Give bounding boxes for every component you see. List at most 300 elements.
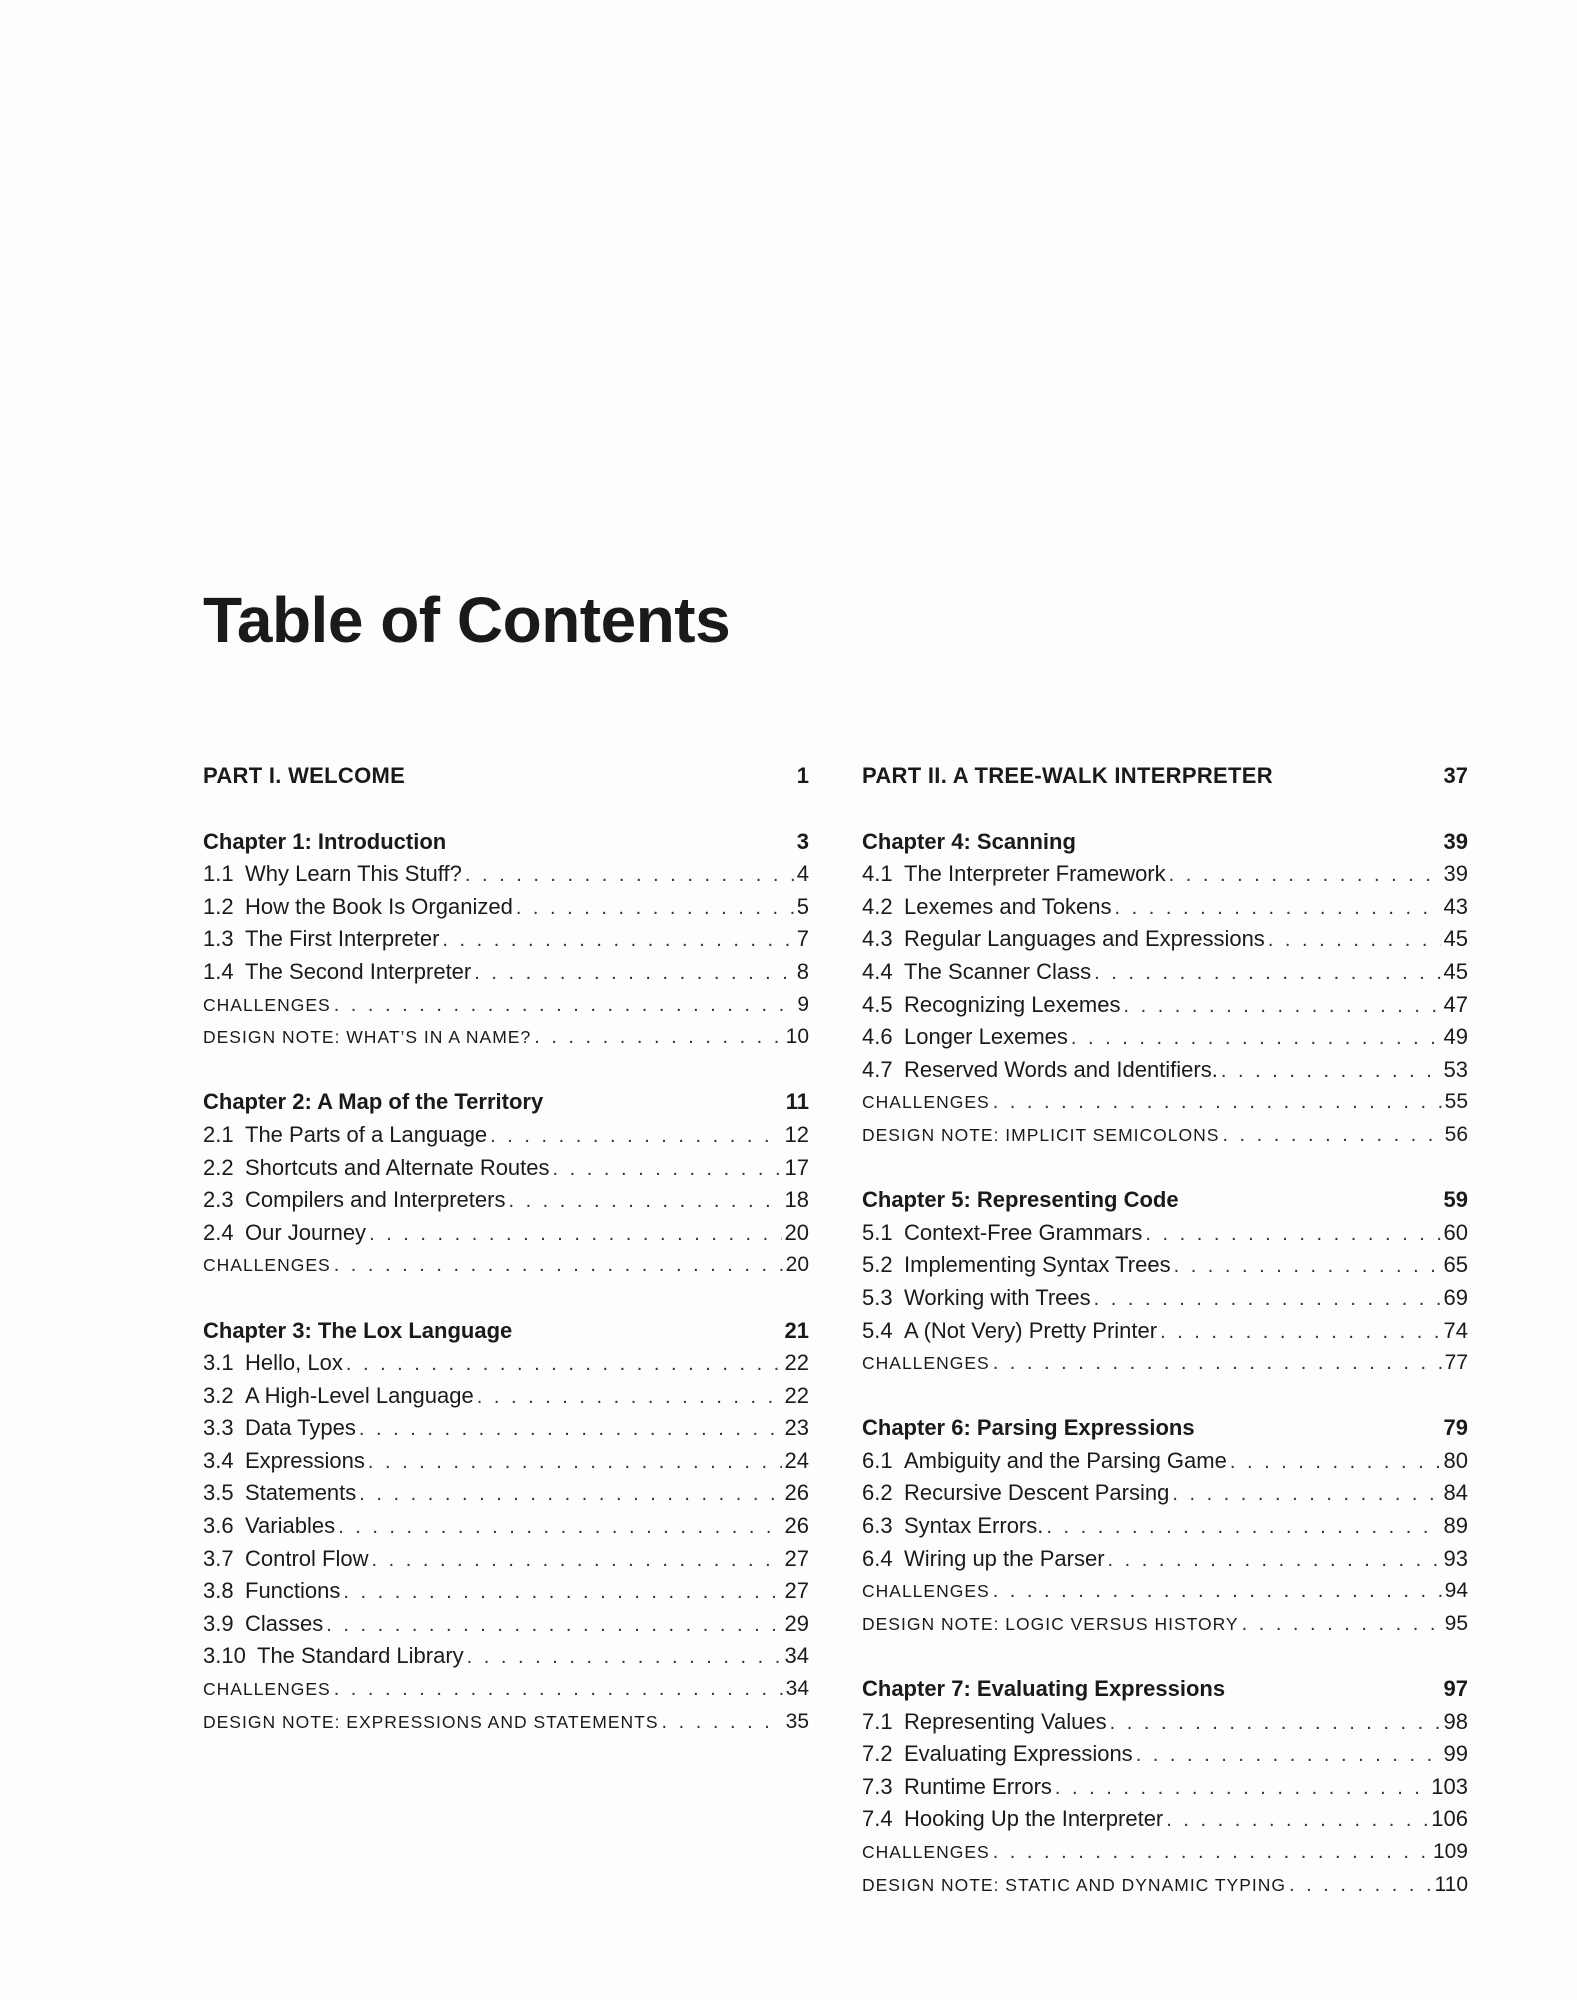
toc-note-entry[interactable] (862, 1347, 1468, 1380)
entry-label-wrap (203, 923, 439, 956)
dot-leader (346, 1348, 782, 1380)
chapter-page-number: 79 (1443, 1415, 1468, 1441)
entry-title: Context-Free Grammars (904, 1219, 1143, 1245)
toc-section-entry[interactable] (862, 1706, 1468, 1739)
entry-label-wrap (862, 989, 1120, 1022)
section-number: 3.10 (203, 1643, 246, 1669)
toc-column-right (862, 760, 1468, 1901)
section-number: 5.4 (862, 1317, 893, 1343)
entry-title: Evaluating Expressions (904, 1741, 1133, 1767)
section-number: 7.3 (862, 1773, 893, 1799)
entry-title: The Scanner Class (904, 958, 1092, 984)
toc-section-entry[interactable] (862, 1021, 1468, 1054)
section-number: 6.4 (862, 1545, 893, 1571)
dot-leader (1136, 1739, 1441, 1771)
entry-title: A High-Level Language (245, 1382, 474, 1408)
entry-label-wrap (203, 1217, 366, 1250)
entry-page-number: 69 (1443, 1284, 1468, 1310)
dot-leader (467, 1641, 782, 1673)
part-heading[interactable] (203, 760, 809, 793)
entry-title: Functions (245, 1578, 341, 1604)
dot-leader (1123, 990, 1440, 1022)
entry-label-wrap (862, 1282, 1091, 1315)
entry-page-number: 43 (1443, 893, 1468, 919)
entry-page-number: 12 (784, 1121, 809, 1147)
entry-page-number: 53 (1443, 1056, 1468, 1082)
dot-leader (326, 1609, 781, 1641)
part-title: PART II. A TREE-WALK INTERPRETER (862, 763, 1273, 788)
section-number: 3.3 (203, 1415, 234, 1441)
chapter-title: Chapter 3: The Lox Language (203, 1317, 513, 1343)
toc-section-entry[interactable] (203, 1543, 809, 1576)
entry-title: Working with Trees (904, 1284, 1091, 1310)
dot-leader (338, 1511, 781, 1543)
chapter-page-number: 11 (785, 1089, 809, 1115)
chapter-page-number: 97 (1443, 1676, 1468, 1702)
toc-note-entry[interactable] (203, 1673, 809, 1706)
entry-page-number: 95 (1444, 1611, 1468, 1635)
entry-page-number: 49 (1443, 1024, 1468, 1050)
dot-leader (442, 924, 793, 956)
entry-label-wrap (862, 1608, 1239, 1641)
entry-title: Reserved Words and Identifiers. (904, 1056, 1218, 1082)
entry-page-number: 110 (1434, 1872, 1468, 1896)
spacer (862, 1640, 1468, 1673)
entry-title: Hello, Lox (245, 1350, 343, 1376)
entry-title: Longer Lexemes (904, 1024, 1068, 1050)
entry-page-number: 47 (1443, 991, 1468, 1017)
entry-title: Control Flow (245, 1545, 369, 1571)
dot-leader (477, 1381, 782, 1413)
entry-label-wrap (862, 923, 1265, 956)
entry-page-number: 84 (1443, 1480, 1468, 1506)
section-number: 6.1 (862, 1447, 893, 1473)
entry-label-wrap (203, 1706, 659, 1739)
dot-leader (1268, 924, 1441, 956)
toc-section-entry[interactable] (862, 1510, 1468, 1543)
section-number: 3.2 (203, 1382, 234, 1408)
entry-page-number: 35 (785, 1709, 809, 1733)
entry-page-number: 109 (1432, 1840, 1468, 1863)
section-number: 2.1 (203, 1121, 234, 1147)
part-heading[interactable] (862, 760, 1468, 793)
toc-section-entry[interactable] (862, 1249, 1468, 1282)
entry-title: CHALLENGES (862, 1353, 990, 1374)
entry-title: CHALLENGES (862, 1092, 990, 1113)
section-number: 5.2 (862, 1252, 893, 1278)
entry-title: Recognizing Lexemes (904, 991, 1121, 1017)
entry-label-wrap (862, 1543, 1105, 1576)
entry-page-number: 27 (784, 1545, 809, 1571)
dot-leader (1046, 1511, 1440, 1543)
dot-leader (359, 1413, 782, 1445)
entry-label-wrap (203, 1412, 356, 1445)
entry-label-wrap (203, 858, 462, 891)
toc-note-entry[interactable] (862, 1836, 1468, 1869)
entry-page-number: 18 (784, 1187, 809, 1213)
chapter-title: Chapter 5: Representing Code (862, 1187, 1179, 1213)
section-number: 2.4 (203, 1219, 234, 1245)
entry-label-wrap (203, 1608, 323, 1641)
dot-leader (1174, 1250, 1441, 1282)
entry-page-number: 55 (1444, 1090, 1468, 1114)
entry-title: The Standard Library (257, 1643, 464, 1669)
toc-section-entry[interactable] (203, 858, 809, 891)
entry-title: CHALLENGES (862, 1842, 990, 1862)
entry-page-number: 103 (1431, 1773, 1468, 1799)
entry-label-wrap (203, 1380, 474, 1413)
entry-title: Statements (245, 1480, 357, 1506)
entry-page-number: 4 (796, 861, 809, 887)
dot-leader (1242, 1608, 1442, 1641)
toc-note-entry[interactable] (203, 1021, 809, 1054)
dot-leader (474, 957, 794, 989)
entry-title: The First Interpreter (245, 926, 440, 952)
entry-page-number: 29 (784, 1610, 809, 1636)
entry-title: Compilers and Interpreters (245, 1187, 506, 1213)
toc-section-entry[interactable] (203, 1445, 809, 1478)
toc-section-entry[interactable] (203, 1152, 809, 1185)
chapter-heading[interactable] (203, 826, 809, 859)
toc-section-entry[interactable] (203, 1380, 809, 1413)
chapter-page-number: 39 (1443, 828, 1468, 854)
entry-label-wrap (862, 1249, 1171, 1282)
entry-page-number: 45 (1443, 926, 1468, 952)
entry-page-number: 10 (785, 1025, 809, 1049)
dot-leader (1094, 1283, 1441, 1315)
section-number: 7.4 (862, 1806, 893, 1832)
toc-note-entry[interactable] (203, 1706, 809, 1739)
entry-label-wrap (203, 1543, 368, 1576)
section-number: 2.2 (203, 1154, 234, 1180)
entry-label-wrap (862, 1575, 990, 1608)
entry-title: Why Learn This Stuff? (245, 861, 462, 887)
entry-label-wrap (862, 1054, 1218, 1087)
section-number: 5.3 (862, 1284, 893, 1310)
section-number: 1.2 (203, 893, 234, 919)
section-number: 5.1 (862, 1219, 893, 1245)
toc-section-entry[interactable] (862, 1315, 1468, 1348)
entry-label-wrap (203, 1249, 331, 1282)
entry-title: Variables (245, 1513, 336, 1539)
entry-label-wrap (862, 1510, 1043, 1543)
toc-section-entry[interactable] (862, 1445, 1468, 1478)
entry-label-wrap (203, 1021, 531, 1054)
dot-leader (1108, 1544, 1441, 1576)
entry-label-wrap (862, 1771, 1052, 1804)
entry-page-number: 26 (784, 1513, 809, 1539)
dot-leader (465, 859, 794, 891)
spacer (203, 793, 809, 826)
entry-title: Syntax Errors. (904, 1513, 1044, 1539)
entry-page-number: 24 (784, 1447, 809, 1473)
entry-page-number: 26 (784, 1480, 809, 1506)
entry-page-number: 106 (1431, 1806, 1468, 1832)
entry-page-number: 9 (797, 992, 809, 1016)
toc-note-entry[interactable] (862, 1869, 1468, 1902)
toc-section-entry[interactable] (862, 1217, 1468, 1250)
entry-page-number: 27 (784, 1578, 809, 1604)
entry-title: Representing Values (904, 1708, 1107, 1734)
entry-title: Ambiguity and the Parsing Game (904, 1447, 1227, 1473)
entry-page-number: 45 (1443, 958, 1468, 984)
toc-section-entry[interactable] (203, 1510, 809, 1543)
entry-page-number: 20 (785, 1253, 809, 1277)
toc-note-entry[interactable] (862, 1575, 1468, 1608)
toc-note-entry[interactable] (862, 1608, 1468, 1641)
entry-page-number: 80 (1443, 1447, 1468, 1473)
entry-page-number: 8 (796, 958, 809, 984)
dot-leader (1230, 1446, 1441, 1478)
entry-title: DESIGN NOTE: STATIC AND DYNAMIC TYPING (862, 1874, 1287, 1895)
entry-title: CHALLENGES (203, 1255, 331, 1276)
entry-label-wrap (203, 1510, 335, 1543)
toc-section-entry[interactable] (862, 989, 1468, 1022)
dot-leader (1222, 1119, 1441, 1152)
toc-section-entry[interactable] (862, 1738, 1468, 1771)
toc-section-entry[interactable] (203, 1477, 809, 1510)
entry-label-wrap (203, 1184, 505, 1217)
entry-label-wrap (862, 1477, 1169, 1510)
entry-label-wrap (862, 891, 1112, 924)
entry-label-wrap (203, 1477, 356, 1510)
dot-leader (1115, 892, 1441, 924)
entry-page-number: 5 (796, 893, 809, 919)
part-page-number: 37 (1443, 763, 1468, 788)
chapter-title: Chapter 1: Introduction (203, 828, 447, 854)
toc-section-entry[interactable] (203, 956, 809, 989)
entry-label-wrap (862, 1869, 1286, 1902)
entry-title: CHALLENGES (203, 1679, 331, 1700)
toc-section-entry[interactable] (862, 1477, 1468, 1510)
toc-section-entry[interactable] (862, 858, 1468, 891)
dot-leader (369, 1218, 781, 1250)
entry-title: How the Book Is Organized (245, 893, 513, 919)
section-number: 1.4 (203, 958, 234, 984)
entry-title: Runtime Errors (904, 1773, 1052, 1799)
dot-leader (508, 1185, 781, 1217)
entry-page-number: 65 (1443, 1252, 1468, 1278)
toc-note-entry[interactable] (203, 1249, 809, 1282)
section-number: 6.2 (862, 1480, 893, 1506)
dot-leader (1145, 1218, 1440, 1250)
section-number: 4.4 (862, 958, 893, 984)
dot-leader (1166, 1804, 1428, 1836)
dot-leader (553, 1153, 782, 1185)
entry-title: DESIGN NOTE: EXPRESSIONS AND STATEMENTS (203, 1711, 659, 1732)
entry-label-wrap (862, 1445, 1227, 1478)
entry-label-wrap (862, 1119, 1219, 1152)
entry-title: Lexemes and Tokens (904, 893, 1112, 919)
section-number: 1.1 (203, 861, 234, 887)
section-number: 3.7 (203, 1545, 234, 1571)
toc-section-entry[interactable] (203, 1412, 809, 1445)
chapter-heading[interactable] (862, 1184, 1468, 1217)
toc-section-entry[interactable] (862, 923, 1468, 956)
entry-page-number: 94 (1444, 1579, 1468, 1603)
toc-section-entry[interactable] (203, 1184, 809, 1217)
spacer (203, 1282, 809, 1315)
section-number: 7.2 (862, 1741, 893, 1767)
entry-label-wrap (203, 891, 513, 924)
toc-column-left (203, 760, 809, 1738)
entry-label-wrap (203, 1152, 550, 1185)
entry-label-wrap (862, 858, 1166, 891)
toc-section-entry[interactable] (862, 956, 1468, 989)
section-number: 3.4 (203, 1447, 234, 1473)
dot-leader (993, 1575, 1442, 1608)
entry-title: A (Not Very) Pretty Printer (904, 1317, 1158, 1343)
toc-section-entry[interactable] (862, 1282, 1468, 1315)
dot-leader (1055, 1772, 1428, 1804)
entry-label-wrap (203, 956, 471, 989)
entry-page-number: 34 (785, 1677, 809, 1701)
toc-section-entry[interactable] (862, 1543, 1468, 1576)
section-number: 4.1 (862, 861, 893, 887)
section-number: 4.5 (862, 991, 893, 1017)
entry-page-number: 89 (1443, 1513, 1468, 1539)
toc-section-entry[interactable] (862, 1054, 1468, 1087)
chapter-page-number: 21 (784, 1317, 809, 1343)
entry-label-wrap (862, 1836, 990, 1869)
entry-label-wrap (203, 1640, 464, 1673)
part-page-number: 1 (796, 763, 809, 788)
chapter-heading[interactable] (862, 1412, 1468, 1445)
toc-section-entry[interactable] (203, 1347, 809, 1380)
toc-section-entry[interactable] (203, 1119, 809, 1152)
dot-leader (371, 1544, 781, 1576)
toc-section-entry[interactable] (203, 1217, 809, 1250)
entry-title: Regular Languages and Expressions (904, 926, 1265, 952)
entry-page-number: 22 (784, 1350, 809, 1376)
entry-title: CHALLENGES (862, 1581, 990, 1602)
section-number: 3.6 (203, 1513, 234, 1539)
entry-page-number: 56 (1444, 1122, 1468, 1146)
toc-section-entry[interactable] (862, 1803, 1468, 1836)
dot-leader (334, 1249, 783, 1282)
entry-title: Our Journey (245, 1219, 367, 1245)
entry-title: Hooking Up the Interpreter (904, 1806, 1164, 1832)
dot-leader (334, 1673, 783, 1706)
toc-note-entry[interactable] (203, 989, 809, 1022)
entry-label-wrap (862, 1315, 1157, 1348)
spacer (862, 1380, 1468, 1413)
dot-leader (1094, 957, 1440, 989)
section-number: 4.2 (862, 893, 893, 919)
toc-section-entry[interactable] (862, 891, 1468, 924)
entry-label-wrap (203, 1119, 487, 1152)
chapter-title: Chapter 6: Parsing Expressions (862, 1415, 1195, 1441)
entry-page-number: 23 (784, 1415, 809, 1441)
dot-leader (1071, 1022, 1441, 1054)
dot-leader (1160, 1316, 1440, 1348)
entry-page-number: 74 (1443, 1317, 1468, 1343)
entry-title: The Parts of a Language (245, 1121, 488, 1147)
entry-page-number: 98 (1443, 1708, 1468, 1734)
entry-title: DESIGN NOTE: IMPLICIT SEMICOLONS (862, 1124, 1220, 1145)
entry-title: Expressions (245, 1447, 365, 1473)
section-number: 6.3 (862, 1513, 893, 1539)
dot-leader (993, 1347, 1442, 1380)
entry-title: Recursive Descent Parsing (904, 1480, 1170, 1506)
chapter-page-number: 59 (1443, 1187, 1468, 1213)
entry-title: DESIGN NOTE: LOGIC VERSUS HISTORY (862, 1613, 1239, 1634)
spacer (203, 1054, 809, 1087)
entry-title: Implementing Syntax Trees (904, 1252, 1171, 1278)
section-number: 7.1 (862, 1708, 893, 1734)
section-number: 4.3 (862, 926, 893, 952)
entry-title: The Second Interpreter (245, 958, 472, 984)
entry-title: Wiring up the Parser (904, 1545, 1105, 1571)
entry-label-wrap (203, 1673, 331, 1706)
entry-title: The Interpreter Framework (904, 861, 1166, 887)
chapter-heading[interactable] (862, 826, 1468, 859)
entry-label-wrap (862, 1347, 990, 1380)
dot-leader (1221, 1055, 1441, 1087)
dot-leader (993, 1086, 1442, 1119)
chapter-heading[interactable] (203, 1315, 809, 1348)
entry-label-wrap (203, 989, 331, 1022)
section-number: 3.1 (203, 1350, 234, 1376)
entry-label-wrap (203, 1575, 340, 1608)
entry-label-wrap (203, 1445, 365, 1478)
entry-label-wrap (862, 1021, 1068, 1054)
entry-page-number: 77 (1444, 1351, 1468, 1375)
entry-title: DESIGN NOTE: WHAT’S IN A NAME? (203, 1027, 532, 1048)
toc-section-entry[interactable] (203, 891, 809, 924)
dot-leader (1289, 1869, 1431, 1902)
entry-label-wrap (862, 1706, 1107, 1739)
entry-title: CHALLENGES (203, 994, 331, 1015)
entry-page-number: 99 (1443, 1741, 1468, 1767)
entry-title: Shortcuts and Alternate Routes (245, 1154, 550, 1180)
entry-page-number: 22 (784, 1382, 809, 1408)
spacer (862, 1152, 1468, 1185)
dot-leader (516, 892, 794, 924)
chapter-heading[interactable] (203, 1086, 809, 1119)
entry-page-number: 7 (796, 926, 809, 952)
toc-section-entry[interactable] (862, 1771, 1468, 1804)
entry-label-wrap (862, 1738, 1133, 1771)
chapter-title: Chapter 7: Evaluating Expressions (862, 1676, 1226, 1702)
toc-section-entry[interactable] (203, 923, 809, 956)
entry-page-number: 34 (784, 1643, 809, 1669)
toc-section-entry[interactable] (203, 1640, 809, 1673)
dot-leader (993, 1836, 1430, 1869)
dot-leader (359, 1478, 781, 1510)
toc-note-entry[interactable] (862, 1119, 1468, 1152)
toc-note-entry[interactable] (862, 1086, 1468, 1119)
entry-title: Data Types (245, 1415, 356, 1441)
dot-leader (1172, 1478, 1440, 1510)
entry-label-wrap (862, 1217, 1142, 1250)
entry-label-wrap (203, 1347, 343, 1380)
section-number: 4.6 (862, 1024, 893, 1050)
section-number: 1.3 (203, 926, 234, 952)
dot-leader (368, 1446, 782, 1478)
dot-leader (1110, 1707, 1441, 1739)
section-number: 3.8 (203, 1578, 234, 1604)
chapter-title: Chapter 2: A Map of the Territory (203, 1089, 544, 1115)
chapter-heading[interactable] (862, 1673, 1468, 1706)
dot-leader (534, 1021, 782, 1054)
dot-leader (662, 1706, 783, 1739)
entry-label-wrap (862, 1803, 1163, 1836)
toc-section-entry[interactable] (203, 1608, 809, 1641)
toc-section-entry[interactable] (203, 1575, 809, 1608)
dot-leader (490, 1120, 781, 1152)
section-number: 2.3 (203, 1187, 234, 1213)
